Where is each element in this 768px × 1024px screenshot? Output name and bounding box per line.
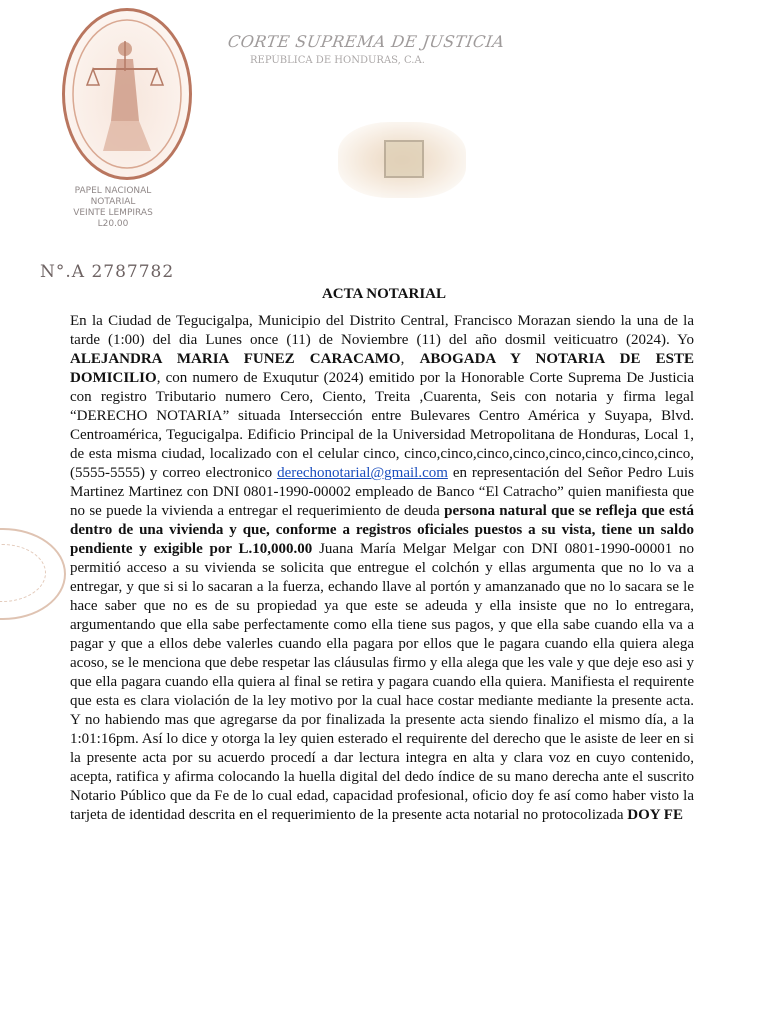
doy-fe: DOY FE — [627, 807, 683, 823]
document-title: ACTA NOTARIAL — [321, 286, 447, 302]
notary-name: ALEJANDRA MARIA FUNEZ CARACAMO — [70, 351, 401, 367]
document-body — [70, 312, 694, 825]
notary-title: ABOGADA Y NOTARIA DE ESTE DOMICILIO — [70, 351, 695, 386]
email-link[interactable]: derechonotarial@gmail.com — [277, 465, 448, 481]
stamp-paper-line4: L20.00 — [97, 219, 129, 229]
court-header — [228, 32, 558, 66]
court-subtitle: REPÚBLICA DE HONDURAS, C.A. — [250, 55, 425, 66]
stamp-paper-line3: VEINTE LEMPIRAS — [73, 208, 153, 218]
court-seal — [62, 8, 192, 180]
stamp-paper-line2: NOTARIAL — [90, 197, 136, 207]
body-text-narrative: Juana María Melgar Melgar con DNI 0801-1990-00001 no permitió acceso a su vivienda se solicita que entregue el colchón y ellas argumenta que no lo va a entregar, y que si si lo sacaran a la fuerza, echando llave al portón y amanzanado que no lo sacara se le hace saber que no es de su propiedad ya que este se adeuda y ella insiste que no lo entregara, argumentando que ella sabe perfectamente como ella tiene sus pagos, y que ella sabe cuando ella va a pagar y que a ellos debe valerles cuando ella pagara por ellos que le pagara cuando ella quiera alega acoso, se le menciona que debe respetar las cláusulas firmo y ella alega que les vale y que deje eso asi y que ella pagara cuando ella quiera al final se retira y pagara cuando ella quiera. Manifiesta el requirente que esta es clara violación de la ley motivo por la cual hace costar mediante mediante la presente acta. Y no habiendo mas que agregarse da por finalizada la presente acta siendo finalizo el mismo día, a la 1:01:16pm. Así lo dice y otorga la ley quien esterado el requirente del derecho que le asiste de leer en si la presente acta por su acuerdo procedí a dar lectura integra en alta y clara voz en cuyo contenido, acepta, ratifica y afirma colocando la huella digital del dedo índice de su mano derecha ante el suscrito Notario Público que da Fe de lo cual edad, capacidad profesional, oficio doy fe así como haber visto la tarjeta de identidad descrita en el requerimiento de la presente acta notarial no protocolizada — [70, 541, 694, 823]
body-text-credentials: , con numero de Exuqutur (2024) emitido por la Honorable Corte Suprema De Justicia con registro Tributario numero Cero, Ciento, Treita ,Cuarenta, Seis con notaria y firma legal “DERECHO NOTARIA” situada Intersección entre Bulevares Centro América y Suyapa, Blvd. Centroamérica, Tegucigalpa. Edificio Principal de la Universidad Metropolitana de Honduras, Local 1, de esta misma ciudad, localizado con el celular cinco, cinco,cinco,cinco,cinco,cinco,cinco,cinco,cinco, (5555-5555) y correo electronico — [70, 370, 694, 481]
body-text-representation: en representación del Señor Pedro Luis Martinez Martinez con DNI 0801-1990-00002 empleado de Banco “El Catracho” quien manifiesta que no se puede la vivienda a entregar el requerimiento de deuda — [70, 465, 694, 519]
debt-statement: persona natural que se refleja que está dentro de una vivienda y que, conforme a registros oficiales puestos a su vista, tiene un saldo pendiente y exigible por L.10,000.00 — [70, 503, 694, 557]
stamp-icon — [384, 140, 424, 178]
center-stamp-image — [338, 122, 466, 198]
court-name: CORTE SUPREMA DE JUSTICIA — [226, 32, 506, 51]
stamp-paper-label — [38, 186, 188, 230]
stamp-paper-line1: PAPEL NACIONAL — [74, 186, 152, 196]
body-text-intro: En la Ciudad de Tegucigalpa, Municipio del Distrito Central, Francisco Morazan siendo la una de la tarde (1:00) del dia Lunes once (11) de Noviembre (11) del año dosmil veiticuatro (2024). Yo — [70, 313, 694, 348]
justice-figure-icon — [65, 11, 189, 177]
stamp-paper-serial: N°.A 2787782 — [40, 262, 175, 282]
side-seal-watermark — [0, 528, 66, 620]
body-text-separator: , — [400, 351, 420, 367]
